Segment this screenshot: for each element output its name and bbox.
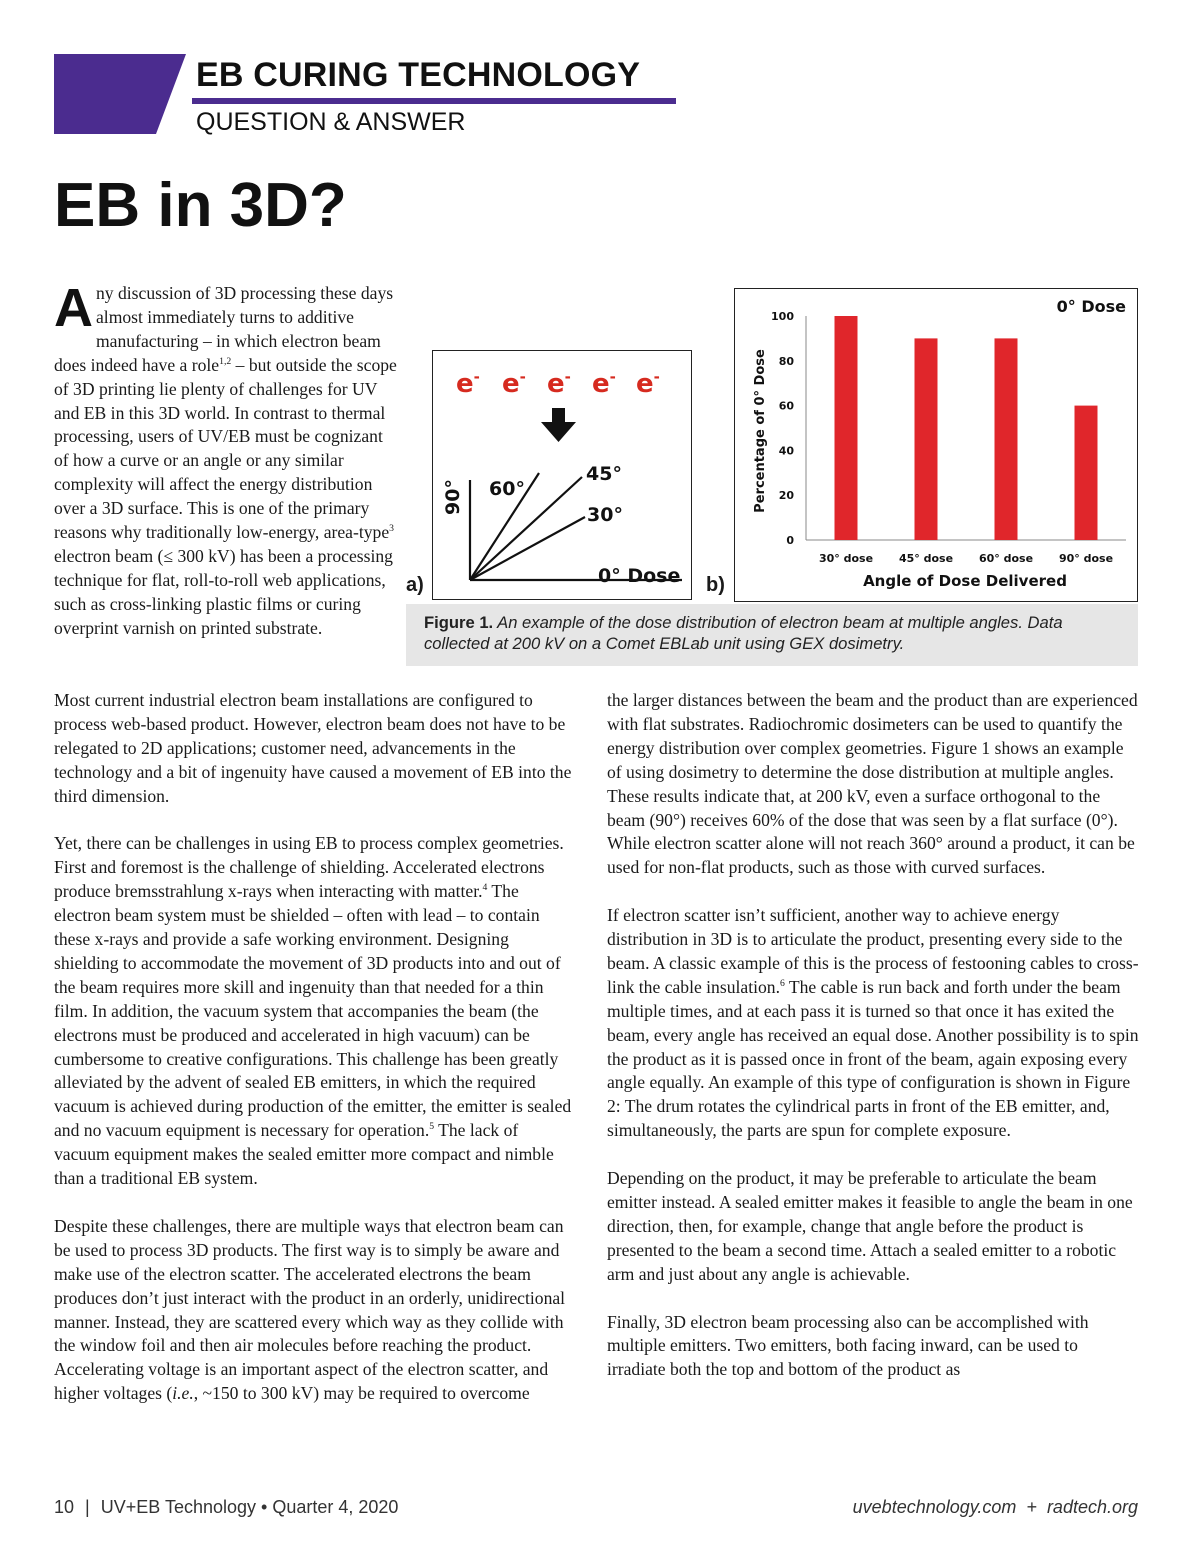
y-tick-label: 40 bbox=[778, 444, 794, 458]
text-run: – but outside the scope of 3D printing lie plenty of challenges for UV and EB in this 3D world. In contrast to thermal processing, users of UV/EB must be cognizant of how a curve or an angle or any similar complexity will affect the energy distribution over a 3D surface. This is one of the primary reasons why traditionally low-energy, area-type bbox=[54, 354, 397, 543]
section-title-underline bbox=[192, 98, 676, 104]
paragraph bbox=[607, 904, 1139, 1143]
x-tick-label: 30° dose bbox=[818, 552, 874, 565]
y-tick-label: 100 bbox=[771, 310, 794, 323]
x-tick-label: 60° dose bbox=[978, 552, 1034, 565]
publication-name: UV+EB Technology • Quarter 4, 2020 bbox=[100, 1497, 399, 1517]
figure-panel-b-label: b) bbox=[706, 574, 725, 596]
y-tick-label: 80 bbox=[778, 354, 794, 368]
chart-bar bbox=[995, 338, 1018, 540]
text-run: The cable is run back and forth under the beam multiple times, and at each pass it is turned so that once it has exited the beam, every angle has received an equal dose. Another possibility is to spin the product as it is passed once in front of the beam, again exposing every angle equally. An example of this type of configuration is shown in Figure 2: The drum rotates the cylindrical parts in front of the EB emitter, and, simultaneously, the parts are spun for complete exposure. bbox=[607, 976, 1139, 1141]
x-tick-label: 45° dose bbox=[898, 552, 954, 565]
paragraph: Depending on the product, it may be preferable to articulate the beam emitter instead. A sealed emitter makes it feasible to angle the beam in one direction, then, for example, change that angle before the product is presented to the beam a second time. Attach a sealed emitter to a robotic arm and just about any angle is achievable. bbox=[607, 1168, 1133, 1284]
text-run: The lack of vacuum equipment makes the sealed emitter more compact and nimble than a traditional EB system. bbox=[54, 1120, 554, 1189]
column-2-body bbox=[607, 689, 1139, 1382]
angle-label-90: 90° bbox=[442, 479, 464, 515]
paragraph: Finally, 3D electron beam processing also can be accomplished with multiple emitters. Two emitters, both facing inward, can be used to irradiate both the top and bottom of the product as bbox=[607, 1311, 1089, 1380]
footer-separator: | bbox=[85, 1497, 90, 1517]
reference-superscript: 6 bbox=[779, 978, 785, 989]
paragraph: the larger distances between the beam and the product than are experienced with flat substrates. Radiochromic dosimeters can be used to quantify the energy distribution over complex geometries. Figure 1 shows an example of using dosimetry to determine the dose distribution at multiple angles. These results indicate that, at 200 kV, even a surface orthogonal to the beam (90°) receives 60% of the dose that was seen by a flat surface (0°). While electron scatter alone will not reach 360° around a product, it can be used for non-flat products, such as those with curved surfaces. bbox=[607, 690, 1138, 878]
reference-superscript: 4 bbox=[482, 882, 488, 894]
text-run: ny discussion of 3D processing these days almost immediately turns to additive manufacturing – in which electron beam does indeed have a role bbox=[54, 283, 394, 375]
text-run: electron beam (≤ 300 kV) has been a processing technique for flat, roll-to-roll web applications, such as cross-linking plastic films or curing overprint varnish on printed substrate. bbox=[54, 545, 393, 638]
reference-superscript: 3 bbox=[389, 523, 394, 535]
text-run: The electron beam system must be shielded – often with lead – to contain these x-rays and provide a safe working environment. Designing shielding to accommodate the movement of 3D products into and out of the beam requires more skill and ingenuity than that needed for a thin film. In addition, the vacuum system that accompanies the beam (the electrons must be produced and accelerated in high vacuum) can be cumbersome to creative configurations. This challenge has been greatly alleviated by the advent of sealed EB emitters, in which the required vacuum is achieved during production of the emitter, the emitter is sealed and no vacuum equipment is necessary for operation. bbox=[54, 881, 572, 1141]
reference-superscript: 1,2 bbox=[219, 355, 232, 367]
text-run: Yet, there can be challenges in using EB to process complex geometries. First and foremost is the challenge of shielding. Accelerated electrons produce bremsstrahlung x-rays when interacting with matter. bbox=[54, 833, 564, 902]
text-run: , ~150 to 300 kV) may be required to overcome bbox=[193, 1383, 530, 1404]
chart-title: 0° Dose bbox=[1056, 297, 1126, 316]
x-axis-label: Angle of Dose Delivered bbox=[863, 572, 1067, 590]
electron-symbol: e- bbox=[547, 368, 571, 399]
figure-caption bbox=[424, 612, 1124, 654]
figure-caption-box bbox=[406, 604, 1138, 666]
y-tick-label: 0 bbox=[786, 534, 794, 547]
footer-publication bbox=[54, 1497, 398, 1518]
section-banner-graphic bbox=[54, 54, 186, 134]
footer-websites: uvebtechnology.com + radtech.org bbox=[852, 1497, 1138, 1517]
paragraph bbox=[54, 832, 576, 1191]
angle-label-0-dose: 0° Dose bbox=[598, 565, 681, 587]
caption-lead: Figure 1. bbox=[424, 613, 494, 632]
x-tick-label: 90° dose bbox=[1058, 552, 1114, 565]
paragraph bbox=[54, 1215, 576, 1406]
caption-text: An example of the dose distribution of electron beam at multiple angles. Data collected at 200 kV on a Comet EBLab unit using GEX dosimetry. bbox=[424, 613, 1063, 653]
angle-label-45: 45° bbox=[586, 463, 622, 485]
figure-panel-a-angle-diagram bbox=[432, 350, 692, 600]
angle-label-30: 30° bbox=[587, 504, 623, 526]
paragraph: Most current industrial electron beam installations are configured to process web-based product. However, electron beam does not have to be relegated to 2D applications; customer need, advancements in the technology and a bit of ingenuity have caused a movement of EB into the third dimension. bbox=[54, 690, 572, 806]
angle-label-60: 60° bbox=[489, 478, 525, 500]
banner-shape bbox=[54, 54, 186, 134]
chart-bar bbox=[835, 316, 858, 540]
article-title: EB in 3D? bbox=[54, 171, 347, 240]
electron-symbol: e- bbox=[456, 368, 480, 399]
y-tick-label: 60 bbox=[778, 399, 794, 413]
drop-cap: A bbox=[54, 278, 93, 338]
column-1-body bbox=[54, 689, 576, 1406]
figure-panel-b-bar-chart bbox=[734, 288, 1138, 602]
y-tick-label: 20 bbox=[778, 489, 794, 503]
electron-symbol: e- bbox=[636, 368, 660, 399]
page-number: 10 bbox=[54, 1497, 75, 1517]
chart-bar bbox=[1075, 406, 1098, 540]
electron-symbol: e- bbox=[592, 368, 616, 399]
electron-symbol: e- bbox=[502, 368, 526, 399]
text-run: Despite these challenges, there are multiple ways that electron beam can be used to process 3D products. The first way is to simply be aware and make use of the electron scatter. The accelerated electrons the beam produces don’t just interact with the product in an orderly, unidirectional manner. Instead, they are scattered every which way as they collide with the window foil and then air molecules before reaching the product. Accelerating voltage is an important aspect of the electron scatter, and higher voltages ( bbox=[54, 1215, 566, 1404]
section-title: EB CURING TECHNOLOGY bbox=[196, 56, 641, 94]
section-subtitle: QUESTION & ANSWER bbox=[196, 108, 466, 136]
y-axis-label: Percentage of 0° Dose bbox=[753, 349, 768, 513]
chart-bar bbox=[915, 338, 938, 540]
italic-run: i.e. bbox=[172, 1383, 194, 1404]
text-run: If electron scatter isn’t sufficient, another way to achieve energy distribution in 3D is to articulate the product, presenting every side to the beam. A classic example of this is the process of festooning cables to cross-link the cable insulation. bbox=[607, 905, 1139, 997]
reference-superscript: 5 bbox=[429, 1121, 435, 1133]
paragraph-intro bbox=[54, 278, 399, 641]
figure-panel-a-label: a) bbox=[406, 574, 424, 596]
column-1-intro bbox=[54, 278, 399, 641]
